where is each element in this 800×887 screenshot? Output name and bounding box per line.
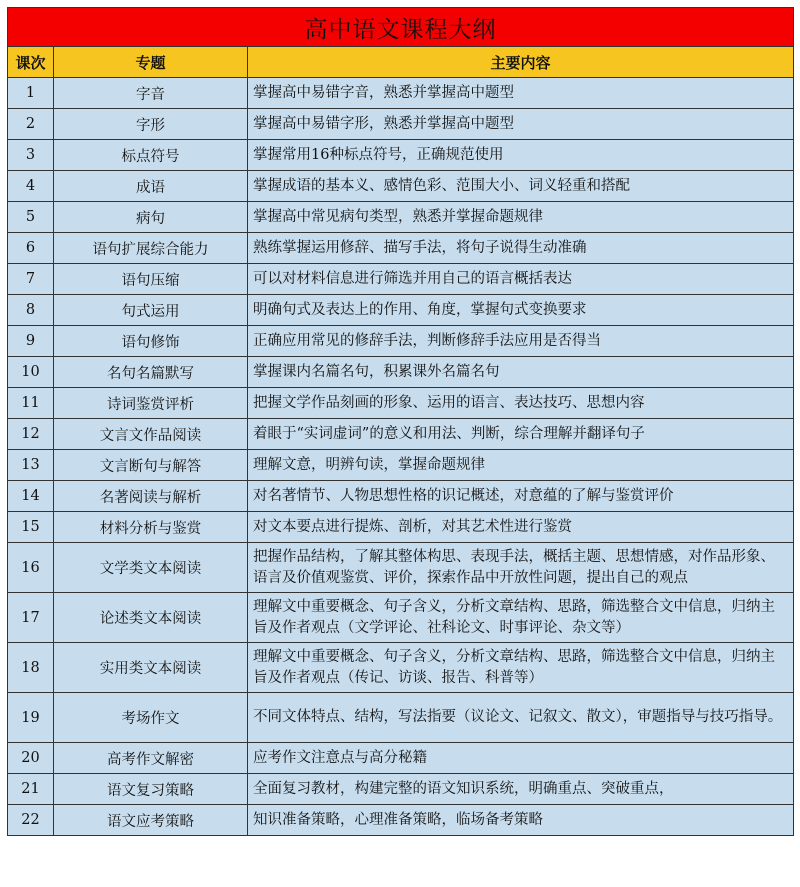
syllabus-table [7,7,794,836]
table-row [8,693,794,743]
topic-cell: 字音 [54,78,248,109]
topic-cell: 语句扩展综合能力 [54,233,248,264]
topic-cell: 文言断句与解答 [54,450,248,481]
topic-cell: 语句压缩 [54,264,248,295]
topic-cell: 文学类文本阅读 [54,543,248,593]
table-row [8,140,794,171]
page-title: 高中语文课程大纲 [8,8,794,47]
topic-cell: 成语 [54,171,248,202]
lesson-number-cell: 12 [8,419,54,450]
header-topic: 专题 [54,47,248,78]
content-cell: 可以对材料信息进行筛选并用自己的语言概括表达 [248,264,794,295]
lesson-number-cell: 2 [8,109,54,140]
lesson-number-cell: 4 [8,171,54,202]
table-row [8,264,794,295]
topic-cell: 语句修饰 [54,326,248,357]
topic-cell: 论述类文本阅读 [54,593,248,643]
table-row [8,450,794,481]
lesson-number-cell: 14 [8,481,54,512]
content-cell: 掌握高中常见病句类型，熟悉并掌握命题规律 [248,202,794,233]
content-cell: 不同文体特点、结构，写法指要（议论文、记叙文、散文），审题指导与技巧指导。 [248,693,794,743]
content-cell: 理解文意，明辨句读，掌握命题规律 [248,450,794,481]
table-row [8,388,794,419]
lesson-number-cell: 20 [8,743,54,774]
topic-cell: 高考作文解密 [54,743,248,774]
topic-cell: 标点符号 [54,140,248,171]
lesson-number-cell: 5 [8,202,54,233]
lesson-number-cell: 7 [8,264,54,295]
content-cell: 把握文学作品刻画的形象、运用的语言、表达技巧、思想内容 [248,388,794,419]
table-header [8,47,794,78]
lesson-number-cell: 17 [8,593,54,643]
table-row [8,295,794,326]
content-cell: 正确应用常见的修辞手法，判断修辞手法应用是否得当 [248,326,794,357]
topic-cell: 语文复习策略 [54,774,248,805]
table-row [8,78,794,109]
lesson-number-cell: 18 [8,643,54,693]
content-cell: 把握作品结构，了解其整体构思、表现手法，概括主题、思想情感，对作品形象、语言及价值观鉴赏、评价，探索作品中开放性问题，提出自己的观点 [248,543,794,593]
header-content: 主要内容 [248,47,794,78]
lesson-number-cell: 9 [8,326,54,357]
lesson-number-cell: 15 [8,512,54,543]
table-row [8,419,794,450]
topic-cell: 名著阅读与解析 [54,481,248,512]
content-cell: 理解文中重要概念、句子含义，分析文章结构、思路，筛选整合文中信息，归纳主旨及作者观点（传记、访谈、报告、科普等） [248,643,794,693]
lesson-number-cell: 22 [8,805,54,836]
syllabus-sheet [7,7,793,836]
topic-cell: 病句 [54,202,248,233]
topic-cell: 字形 [54,109,248,140]
table-row [8,774,794,805]
table-row [8,109,794,140]
topic-cell: 考场作文 [54,693,248,743]
table-row [8,481,794,512]
content-cell: 着眼于“实词虚词”的意义和用法、判断，综合理解并翻译句子 [248,419,794,450]
content-cell: 掌握高中易错字音，熟悉并掌握高中题型 [248,78,794,109]
table-row [8,357,794,388]
table-row [8,805,794,836]
content-cell: 知识准备策略，心理准备策略，临场备考策略 [248,805,794,836]
table-row [8,593,794,643]
topic-cell: 语文应考策略 [54,805,248,836]
content-cell: 熟练掌握运用修辞、描写手法，将句子说得生动准确 [248,233,794,264]
content-cell: 掌握课内名篇名句，积累课外名篇名句 [248,357,794,388]
content-cell: 掌握成语的基本义、感情色彩、范围大小、词义轻重和搭配 [248,171,794,202]
topic-cell: 材料分析与鉴赏 [54,512,248,543]
lesson-number-cell: 13 [8,450,54,481]
lesson-number-cell: 10 [8,357,54,388]
content-cell: 应考作文注意点与高分秘籍 [248,743,794,774]
lesson-number-cell: 11 [8,388,54,419]
content-cell: 对名著情节、人物思想性格的识记概述，对意蕴的了解与鉴赏评价 [248,481,794,512]
content-cell: 掌握常用16种标点符号，正确规范使用 [248,140,794,171]
table-row [8,171,794,202]
topic-cell: 诗词鉴赏评析 [54,388,248,419]
lesson-number-cell: 6 [8,233,54,264]
topic-cell: 文言文作品阅读 [54,419,248,450]
lesson-number-cell: 8 [8,295,54,326]
content-cell: 明确句式及表达上的作用、角度，掌握句式变换要求 [248,295,794,326]
table-row [8,543,794,593]
topic-cell: 句式运用 [54,295,248,326]
topic-cell: 实用类文本阅读 [54,643,248,693]
lesson-number-cell: 19 [8,693,54,743]
table-row [8,512,794,543]
content-cell: 全面复习教材，构建完整的语文知识系统，明确重点、突破重点， [248,774,794,805]
table-row [8,326,794,357]
table-row [8,202,794,233]
header-lesson: 课次 [8,47,54,78]
lesson-number-cell: 3 [8,140,54,171]
lesson-number-cell: 16 [8,543,54,593]
content-cell: 对文本要点进行提炼、剖析，对其艺术性进行鉴赏 [248,512,794,543]
content-cell: 掌握高中易错字形，熟悉并掌握高中题型 [248,109,794,140]
table-row [8,743,794,774]
lesson-number-cell: 1 [8,78,54,109]
topic-cell: 名句名篇默写 [54,357,248,388]
table-row [8,643,794,693]
content-cell: 理解文中重要概念、句子含义，分析文章结构、思路，筛选整合文中信息，归纳主旨及作者观点（文学评论、社科论文、时事评论、杂文等） [248,593,794,643]
table-row [8,233,794,264]
lesson-number-cell: 21 [8,774,54,805]
